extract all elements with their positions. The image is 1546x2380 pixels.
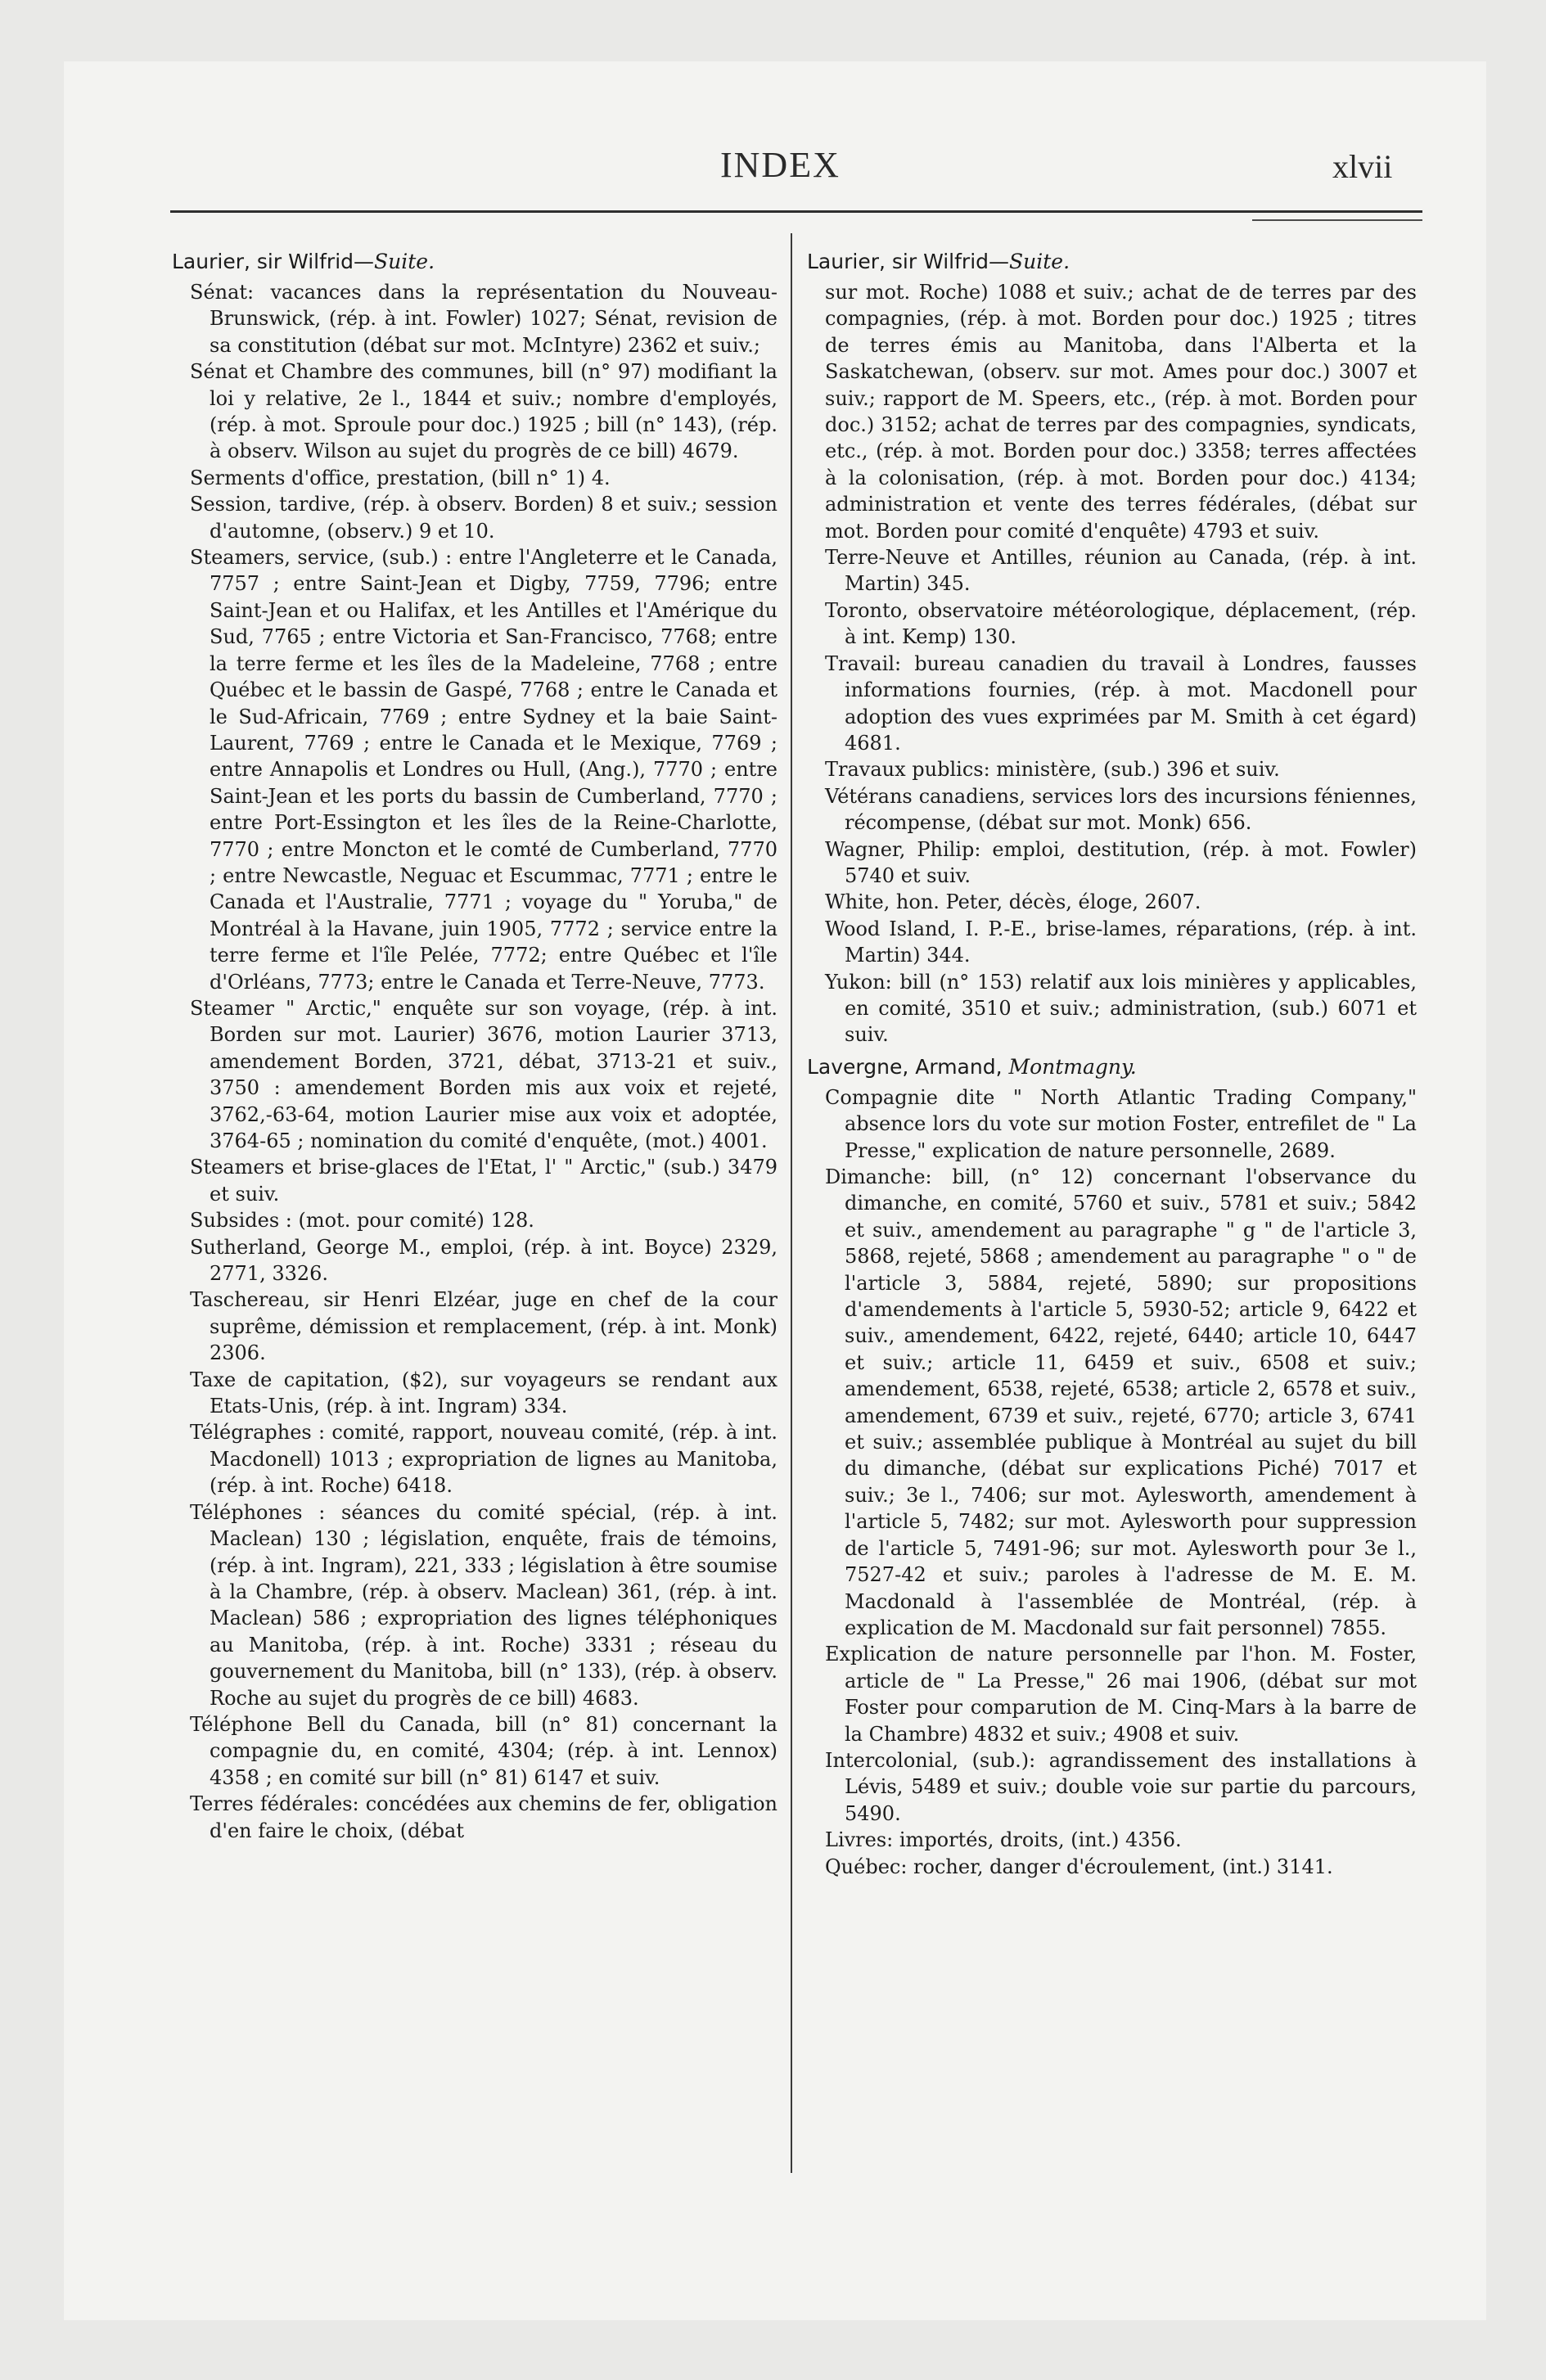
index-heading [807,1055,1417,1080]
heading-riding: Montmagny. [1008,1054,1137,1079]
index-entry: Vétérans canadiens, services lors des incursions féniennes, récompense, (débat sur mot. Monk) 656. [825,784,1417,835]
index-entry: Yukon: bill (n° 153) relatif aux lois minières y applicables, en comité, 3510 et suiv.; administration, (sub.) 6071 et suiv. [825,970,1417,1047]
index-entry: Sutherland, George M., emploi, (rép. à int. Boyce) 2329, 2771, 3326. [190,1235,778,1286]
header-rule-short [1252,219,1422,221]
index-entry: White, hon. Peter, décès, éloge, 2607. [825,890,1201,914]
index-entry: Télégraphes : comité, rapport, nouveau comité, (rép. à int. Macdonell) 1013 ; expropriation de lignes au Manitoba, (rép. à int. Roche) 6418. [190,1421,778,1498]
index-entry: Travaux publics: ministère, (sub.) 396 et suiv. [825,758,1280,782]
index-entry: Téléphones : séances du comité spécial, (rép. à int. Maclean) 130 ; législation, enquête, frais de témoins, (rép. à int. Ingram), 221, 333 ; législation à être soumise à la Chambre, (rép. à observ. Maclean) 361, (rép. à int. Maclean) 586 ; expropriation des lignes téléphoniques au Manitoba, (rép. à int. Roche) 3331 ; réseau du gouvernement du Manitoba, bill (n° 133), (rép. à observ. Roche au sujet du progrès de ce bill) 4683. [190,1500,778,1710]
index-entry: Wood Island, I. P.-E., brise-lames, réparations, (rép. à int. Martin) 344. [825,917,1417,967]
index-entry: Steamers et brise-glaces de l'Etat, l' " Arctic," (sub.) 3479 et suiv. [190,1156,778,1206]
heading-name: Laurier, sir Wilfrid— [807,250,1010,273]
left-column [172,250,778,1844]
page-number: xlvii [1332,148,1393,185]
heading-name: Lavergne, Armand, [807,1054,1009,1079]
index-entry: Sénat et Chambre des communes, bill (n° 97) modifiant la loi y relative, 2e l., 1844 et suiv.; nombre d'employés, (rép. à mot. Sproule pour doc.) 1925 ; bill (n° 143), (rép. à observ. Wilson au sujet du progrès de ce bill) 4679. [190,360,778,463]
index-heading [172,250,778,274]
heading-suite: Suite. [1009,250,1070,273]
heading-name: Laurier, sir Wilfrid— [172,250,375,273]
index-entry: Steamers, service, (sub.) : entre l'Angleterre et le Canada, 7757 ; entre Saint-Jean et Digby, 7759, 7796; entre Saint-Jean et ou Halifax, et les Antilles et l'Amérique du Sud, 7765 ; entre Victoria et San-Francisco, 7768; entre la terre ferme et les îles de la Madeleine, 7768 ; entre Québec et le bassin de Gaspé, 7768 ; entre le Canada et le Sud-Africain, 7769 ; entre Sydney et la baie Saint-Laurent, 7769 ; entre le Canada et le Mexique, 7769 ; entre Annapolis et Londres ou Hull, (Ang.), 7770 ; entre Saint-Jean et les ports du bassin de Cumberland, 7770 ; entre Port-Essington et les îles de la Reine-Charlotte, 7770 ; entre Moncton et le comté de Cumberland, 7770 ; entre Newcastle, Neguac et Escummac, 7771 ; entre le Canada et l'Australie, 7771 ; voyage du " Yoruba," de Montréal à la Havane, juin 1905, 7772 ; service entre la terre ferme et l'île Pelée, 7772; entre Québec et l'île d'Orléans, 7773; entre le Canada et Terre-Neuve, 7773. [190,546,778,994]
index-entry: Québec: rocher, danger d'écroulement, (int.) 3141. [825,1855,1333,1878]
index-entry: Téléphone Bell du Canada, bill (n° 81) concernant la compagnie du, en comité, 4304; (rép. à int. Lennox) 4358 ; en comité sur bill (n° 81) 6147 et suiv. [190,1712,778,1789]
heading-suite: Suite. [374,250,435,273]
index-entry: Travail: bureau canadien du travail à Londres, fausses informations fournies, (rép. à mot. Macdonell pour adoption des vues exprimées par M. Smith à cet égard) 4681. [825,651,1417,755]
index-entry: Livres: importés, droits, (int.) 4356. [825,1828,1182,1852]
index-entry: Taschereau, sir Henri Elzéar, juge en chef de la cour suprême, démission et remplacement, (rép. à int. Monk) 2306. [190,1288,778,1365]
header-rule [170,210,1422,213]
index-entry: Dimanche: bill, (n° 12) concernant l'observance du dimanche, en comité, 5760 et suiv., 5781 et suiv.; 5842 et suiv., amendement au paragraphe " g " de l'article 3, 5868, rejeté, 5868 ; amendement au paragraphe " o " de l'article 3, 5884, rejeté, 5890; sur propositions d'amendements à l'article 5, 5930-52; article 9, 6422 et suiv., amendement, 6422, rejeté, 6440; article 10, 6447 et suiv.; article 11, 6459 et suiv., 6508 et suiv.; amendement, 6538, rejeté, 6538; article 2, 6578 et suiv., amendement, 6739 et suiv., rejeté, 6770; article 3, 6741 et suiv.; assemblée publique à Montréal au sujet du bill du dimanche, (débat sur explications Piché) 7017 et suiv.; 3e l., 7406; sur mot. Aylesworth, amendement à l'article 5, 7482; sur mot. Aylesworth pour suppression de l'article 5, 7491-96; sur mot. Aylesworth pour 3e l., 7527-42 et suiv.; paroles à l'adresse de M. E. M. Macdonald à l'assemblée de Montréal, (rép. à explication de M. Macdonald sur fait personnel) 7855. [825,1165,1417,1639]
index-entry: Sénat: vacances dans la représentation du Nouveau-Brunswick, (rép. à int. Fowler) 1027; Sénat, revision de sa constitution (débat sur mot. McIntyre) 2362 et suiv.; [190,281,778,357]
index-entry: Subsides : (mot. pour comité) 128. [190,1209,534,1233]
index-entry: Explication de nature personnelle par l'hon. M. Foster, article de " La Presse," 26 mai 1906, (débat sur mot Foster pour comparution de M. Cinq-Mars à la barre de la Chambre) 4832 et suiv.; 4908 et suiv. [825,1643,1417,1746]
index-entry: Serments d'office, prestation, (bill n° 1) 4. [190,466,611,489]
index-entry: Steamer " Arctic," enquête sur son voyage, (rép. à int. Borden sur mot. Laurier) 3676, motion Laurier 3713, amendement Borden, 3721, débat, 3713-21 et suiv., 3750 : amendement Borden mis aux voix et rejeté, 3762,-63-64, motion Laurier mise aux voix et adoptée, 3764-65 ; nomination du comité d'enquête, (mot.) 4001. [190,996,778,1152]
index-entry: Taxe de capitation, ($2), sur voyageurs se rendant aux Etats-Unis, (rép. à int. Ingram) 334. [190,1368,778,1418]
running-title: INDEX [720,145,841,185]
spacer [807,1048,1417,1055]
index-entry: Session, tardive, (rép. à observ. Borden) 8 et suiv.; session d'automne, (observ.) 9 et 10. [190,493,778,543]
index-entry: Terre-Neuve et Antilles, réunion au Canada, (rép. à int. Martin) 345. [825,546,1417,596]
index-entry: Compagnie dite " North Atlantic Trading Company," absence lors du vote sur motion Foster, entrefilet de " La Presse," explication de nature personnelle, 2689. [825,1085,1417,1162]
right-column [807,250,1417,1880]
index-entry: Intercolonial, (sub.): agrandissement des installations à Lévis, 5489 et suiv.; double voie sur partie du parcours, 5490. [825,1748,1417,1825]
index-heading [807,250,1417,274]
index-entry: Toronto, observatoire météorologique, déplacement, (rép. à int. Kemp) 130. [825,598,1417,649]
index-entry: Wagner, Philip: emploi, destitution, (rép. à mot. Fowler) 5740 et suiv. [825,837,1417,887]
index-entry: Terres fédérales: concédées aux chemins de fer, obligation d'en faire le choix, (débat [190,1792,778,1842]
index-entry-continuation: sur mot. Roche) 1088 et suiv.; achat de de terres par des compagnies, (rép. à mot. Borden pour doc.) 1925 ; titres de terres émis au Manitoba, dans l'Alberta et la Saskatchewan, (observ. sur mot. Ames pour doc.) 3007 et suiv.; rapport de M. Speers, etc., (rép. à mot. Borden pour doc.) 3152; achat de terres par des compagnies, syndicats, etc., (rép. à mot. Borden pour doc.) 3358; terres affectées à la colonisation, (rép. à mot. Borden pour doc.) 4134; administration et vente des terres fédérales, (débat sur mot. Borden pour comité d'enquête) 4793 et suiv. [825,281,1417,543]
column-divider [791,233,792,2173]
